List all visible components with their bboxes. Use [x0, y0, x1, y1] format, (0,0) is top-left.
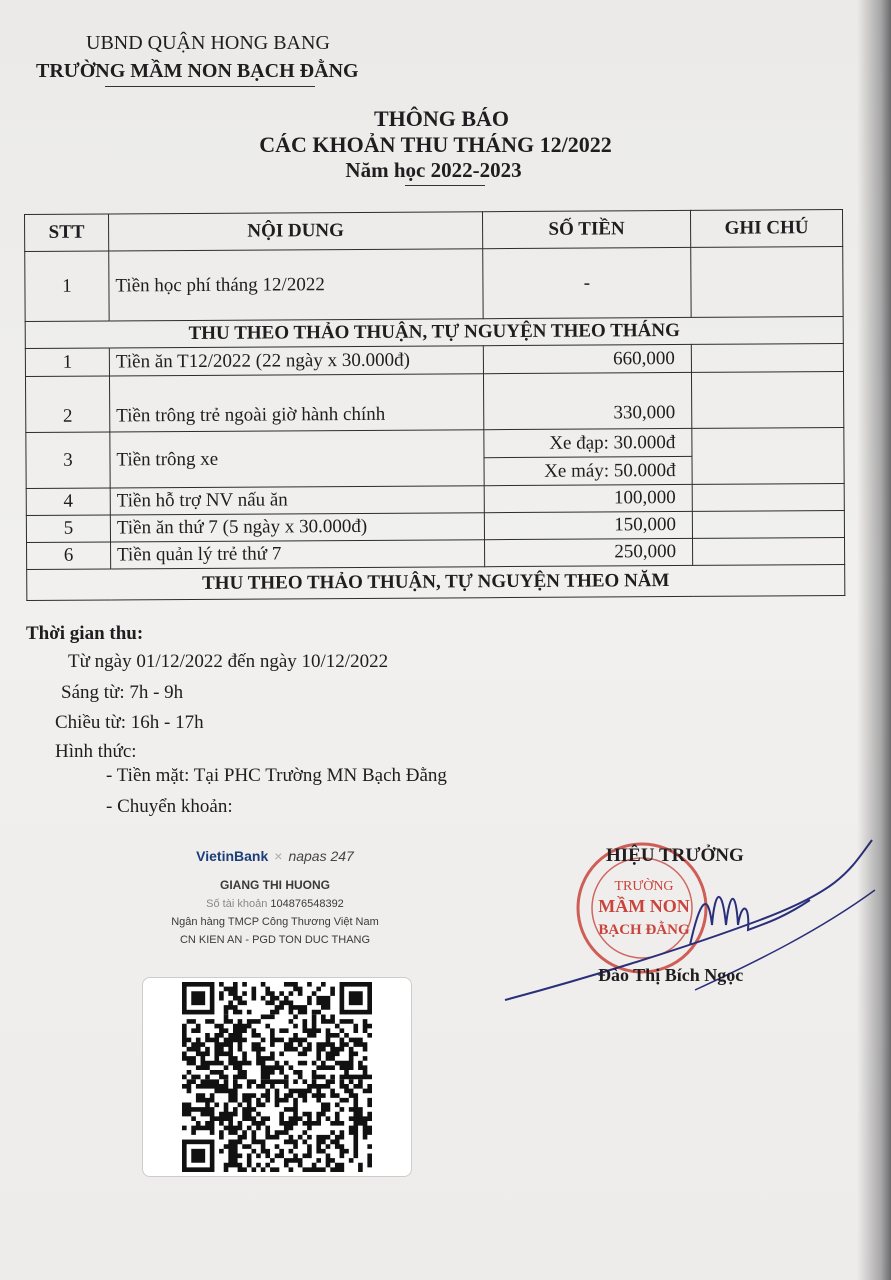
stamp-line-3: BẠCH ĐẰNG	[598, 922, 690, 938]
logo-separator: ×	[274, 848, 283, 864]
school-year-underline	[405, 185, 485, 186]
school-underline	[105, 86, 315, 87]
payment-transfer: - Chuyển khoản:	[106, 796, 233, 817]
header-content: NỘI DUNG	[109, 212, 483, 251]
account-holder: GIANG THI HUONG	[220, 878, 330, 892]
account-number-label: Số tài khoản	[206, 898, 268, 910]
row-stt: 2	[25, 376, 109, 433]
row-note	[691, 343, 843, 372]
row-amount-motorbike: Xe máy: 50.000đ	[484, 456, 692, 485]
row-note	[692, 537, 844, 565]
account-number: 104876548392	[270, 898, 344, 910]
header-note: GHI CHÚ	[690, 210, 842, 248]
qr-code-icon	[151, 982, 403, 1172]
bank-transfer-info	[140, 848, 410, 952]
row-amount: 660,000	[483, 344, 691, 373]
bank-logos	[140, 848, 410, 864]
section-row-yearly	[27, 564, 845, 600]
header-stt: STT	[25, 214, 109, 252]
authority-name: UBND QUẬN HONG BANG	[86, 32, 330, 54]
row-amount: 150,000	[484, 511, 692, 539]
collection-date-range: Từ ngày 01/12/2022 đến ngày 10/12/2022	[68, 651, 389, 672]
row-note	[692, 483, 844, 511]
stamp-line-1: TRƯỜNG	[614, 879, 674, 894]
row-amount: 330,000	[483, 372, 691, 429]
school-year: Năm học 2022-2023	[345, 158, 522, 182]
row-content: Tiền trông xe	[110, 430, 484, 488]
table-header-row	[25, 210, 843, 252]
collection-heading: Thời gian thu:	[26, 623, 144, 644]
section-yearly-label: THU THEO THẢO THUẬN, TỰ NGUYỆN THEO NĂM	[27, 564, 845, 600]
row-note	[692, 427, 844, 484]
row-stt: 4	[26, 488, 110, 516]
row-stt: 1	[25, 251, 109, 322]
collection-morning: Sáng từ: 7h - 9h	[61, 682, 184, 703]
stamp-line-2: MẦM NON	[598, 896, 690, 916]
table-row	[25, 246, 843, 321]
napas-logo: napas 247	[288, 848, 354, 864]
row-note	[691, 246, 843, 317]
school-name: TRƯỜNG MẦM NON BẠCH ĐẰNG	[36, 60, 359, 82]
row-stt: 3	[26, 432, 110, 489]
row-content: Tiền ăn thứ 7 (5 ngày x 30.000đ)	[110, 513, 484, 542]
notice-title: THÔNG BÁO	[373, 106, 510, 131]
bank-name: Ngân hàng TMCP Công Thương Việt Nam	[171, 916, 379, 928]
qr-code-card	[142, 977, 412, 1177]
row-amount: -	[483, 247, 691, 318]
collection-afternoon: Chiều từ: 16h - 17h	[55, 712, 204, 733]
header-amount: SỐ TIỀN	[482, 210, 690, 248]
row-content: Tiền trông trẻ ngoài giờ hành chính	[109, 374, 483, 432]
row-content: Tiền hỗ trợ NV nấu ăn	[110, 486, 484, 515]
principal-name: Đào Thị Bích Ngọc	[598, 965, 744, 985]
payment-cash: - Tiền mặt: Tại PHC Trường MN Bạch Đằng	[106, 765, 447, 786]
notice-subtitle: CÁC KHOẢN THU THÁNG 12/2022	[259, 132, 612, 157]
row-stt: 1	[25, 348, 109, 377]
row-note	[692, 510, 844, 538]
row-stt: 6	[27, 542, 111, 570]
section-monthly-label: THU THEO THẢO THUẬN, TỰ NGUYỆN THEO THÁNG	[25, 316, 843, 348]
row-content: Tiền ăn T12/2022 (22 ngày x 30.000đ)	[109, 346, 483, 376]
row-note	[691, 371, 843, 428]
table-row	[25, 371, 843, 432]
row-amount: 100,000	[484, 484, 692, 512]
payment-method-label: Hình thức:	[55, 741, 137, 762]
row-content: Tiền quản lý trẻ thứ 7	[111, 540, 485, 569]
principal-title: HIỆU TRƯỞNG	[606, 845, 744, 866]
row-amount-bicycle: Xe đạp: 30.000đ	[484, 428, 692, 457]
row-content: Tiền học phí tháng 12/2022	[109, 249, 483, 321]
row-amount: 250,000	[484, 538, 692, 566]
account-number-line	[140, 898, 410, 910]
bank-branch: CN KIEN AN - PGD TON DUC THANG	[179, 934, 371, 946]
fees-table	[24, 209, 845, 601]
vietinbank-logo: VietinBank	[196, 848, 269, 864]
table-row	[26, 427, 844, 460]
row-stt: 5	[26, 515, 110, 543]
